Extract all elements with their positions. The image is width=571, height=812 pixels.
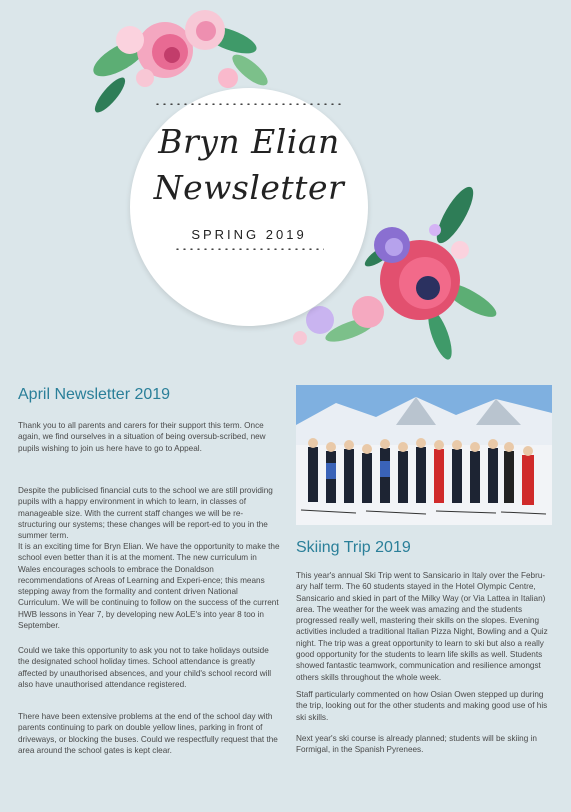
newsletter-header <box>0 0 571 370</box>
dotted-divider-top <box>154 103 344 105</box>
title-badge <box>130 88 368 326</box>
ski-trip-photo <box>296 385 552 525</box>
newsletter-title-line1: Bryn Elian <box>158 122 340 161</box>
season-label: SPRING 2019 <box>191 227 307 242</box>
paragraph-parking: There have been extensive problems at the end of the school day with parents continuing to park on double yellow lines, parking in front of driveways, or blocking the buses. Could we respectfully request that the area around the school gates is kept clear. <box>18 712 278 755</box>
april-newsletter-column <box>18 385 280 755</box>
newsletter-title-line2: Newsletter <box>153 168 345 207</box>
skiing-trip-heading: Skiing Trip 2019 <box>296 539 411 556</box>
paragraph-next-year: Next year's ski course is already planned; students will be skiing in Formigal, in the Spanish Pyrenees. <box>296 734 537 755</box>
dotted-divider-bottom <box>174 248 324 250</box>
ski-group-illustration <box>296 385 552 525</box>
paragraph-appeal: Thank you to all parents and carers for their support this term. Once again, we find ourselves in a situation of being oversub-scribed, new pupils wishing to join us here have to go to Appeal. <box>18 421 266 453</box>
paragraph-ski-trip: This year's annual Ski Trip went to Sansicario in Italy over the Febru-ary half term. The 60 students stayed in the Hotel Olympic Centre, Sansicario and skied in part of the Milky Way (or Via Lattea in Italian) area. The weather for the week was amazing and the students progressed really well, mastering their skills on the slopes. Evening activities included a traditional Italian Pizza Night, Bowling and a Quiz night. The trip was a great opportunity to learn to ski but also a really good opportunity for the students to learn life skills as well. Students showed fantastic teamwork, communication and resilience amongst others skills throughout the whole week. <box>296 571 548 682</box>
paragraph-holidays: Could we take this opportunity to ask you not to take holidays outside the designated school holiday times. School attendance is greatly affected by unauthorised absences, and your child's school record will also have unauthorised attendance registered. <box>18 646 272 689</box>
paragraph-osian-owen: Staff particularly commented on how Osian Owen stepped up during the trip, looking out for the other students and making good use of his ski skills. <box>296 690 548 722</box>
paragraph-curriculum: It is an exciting time for Bryn Elian. We have the opportunity to make the school even better than it is at the moment. The new curriculum in Wales encourages schools to embrace the Donaldson recommendations of Areas of Learning and Experi-ence; this means stepping away from the formality and content driven National Curriculum. We will be continuing to follow on the success of the current HWB lessons in Year 7, by developing new AoLE's into year 8 too in September. <box>18 542 280 631</box>
paragraph-financial-cuts: Despite the publicised financial cuts to the school we are still providing pupils with a happy environment in which to learn, in classes of manageable size. With the current staff changes we will be re-structuring our systems; these changes will be report-ed to you in the summer term. <box>18 486 273 541</box>
april-newsletter-heading: April Newsletter 2019 <box>18 386 171 403</box>
